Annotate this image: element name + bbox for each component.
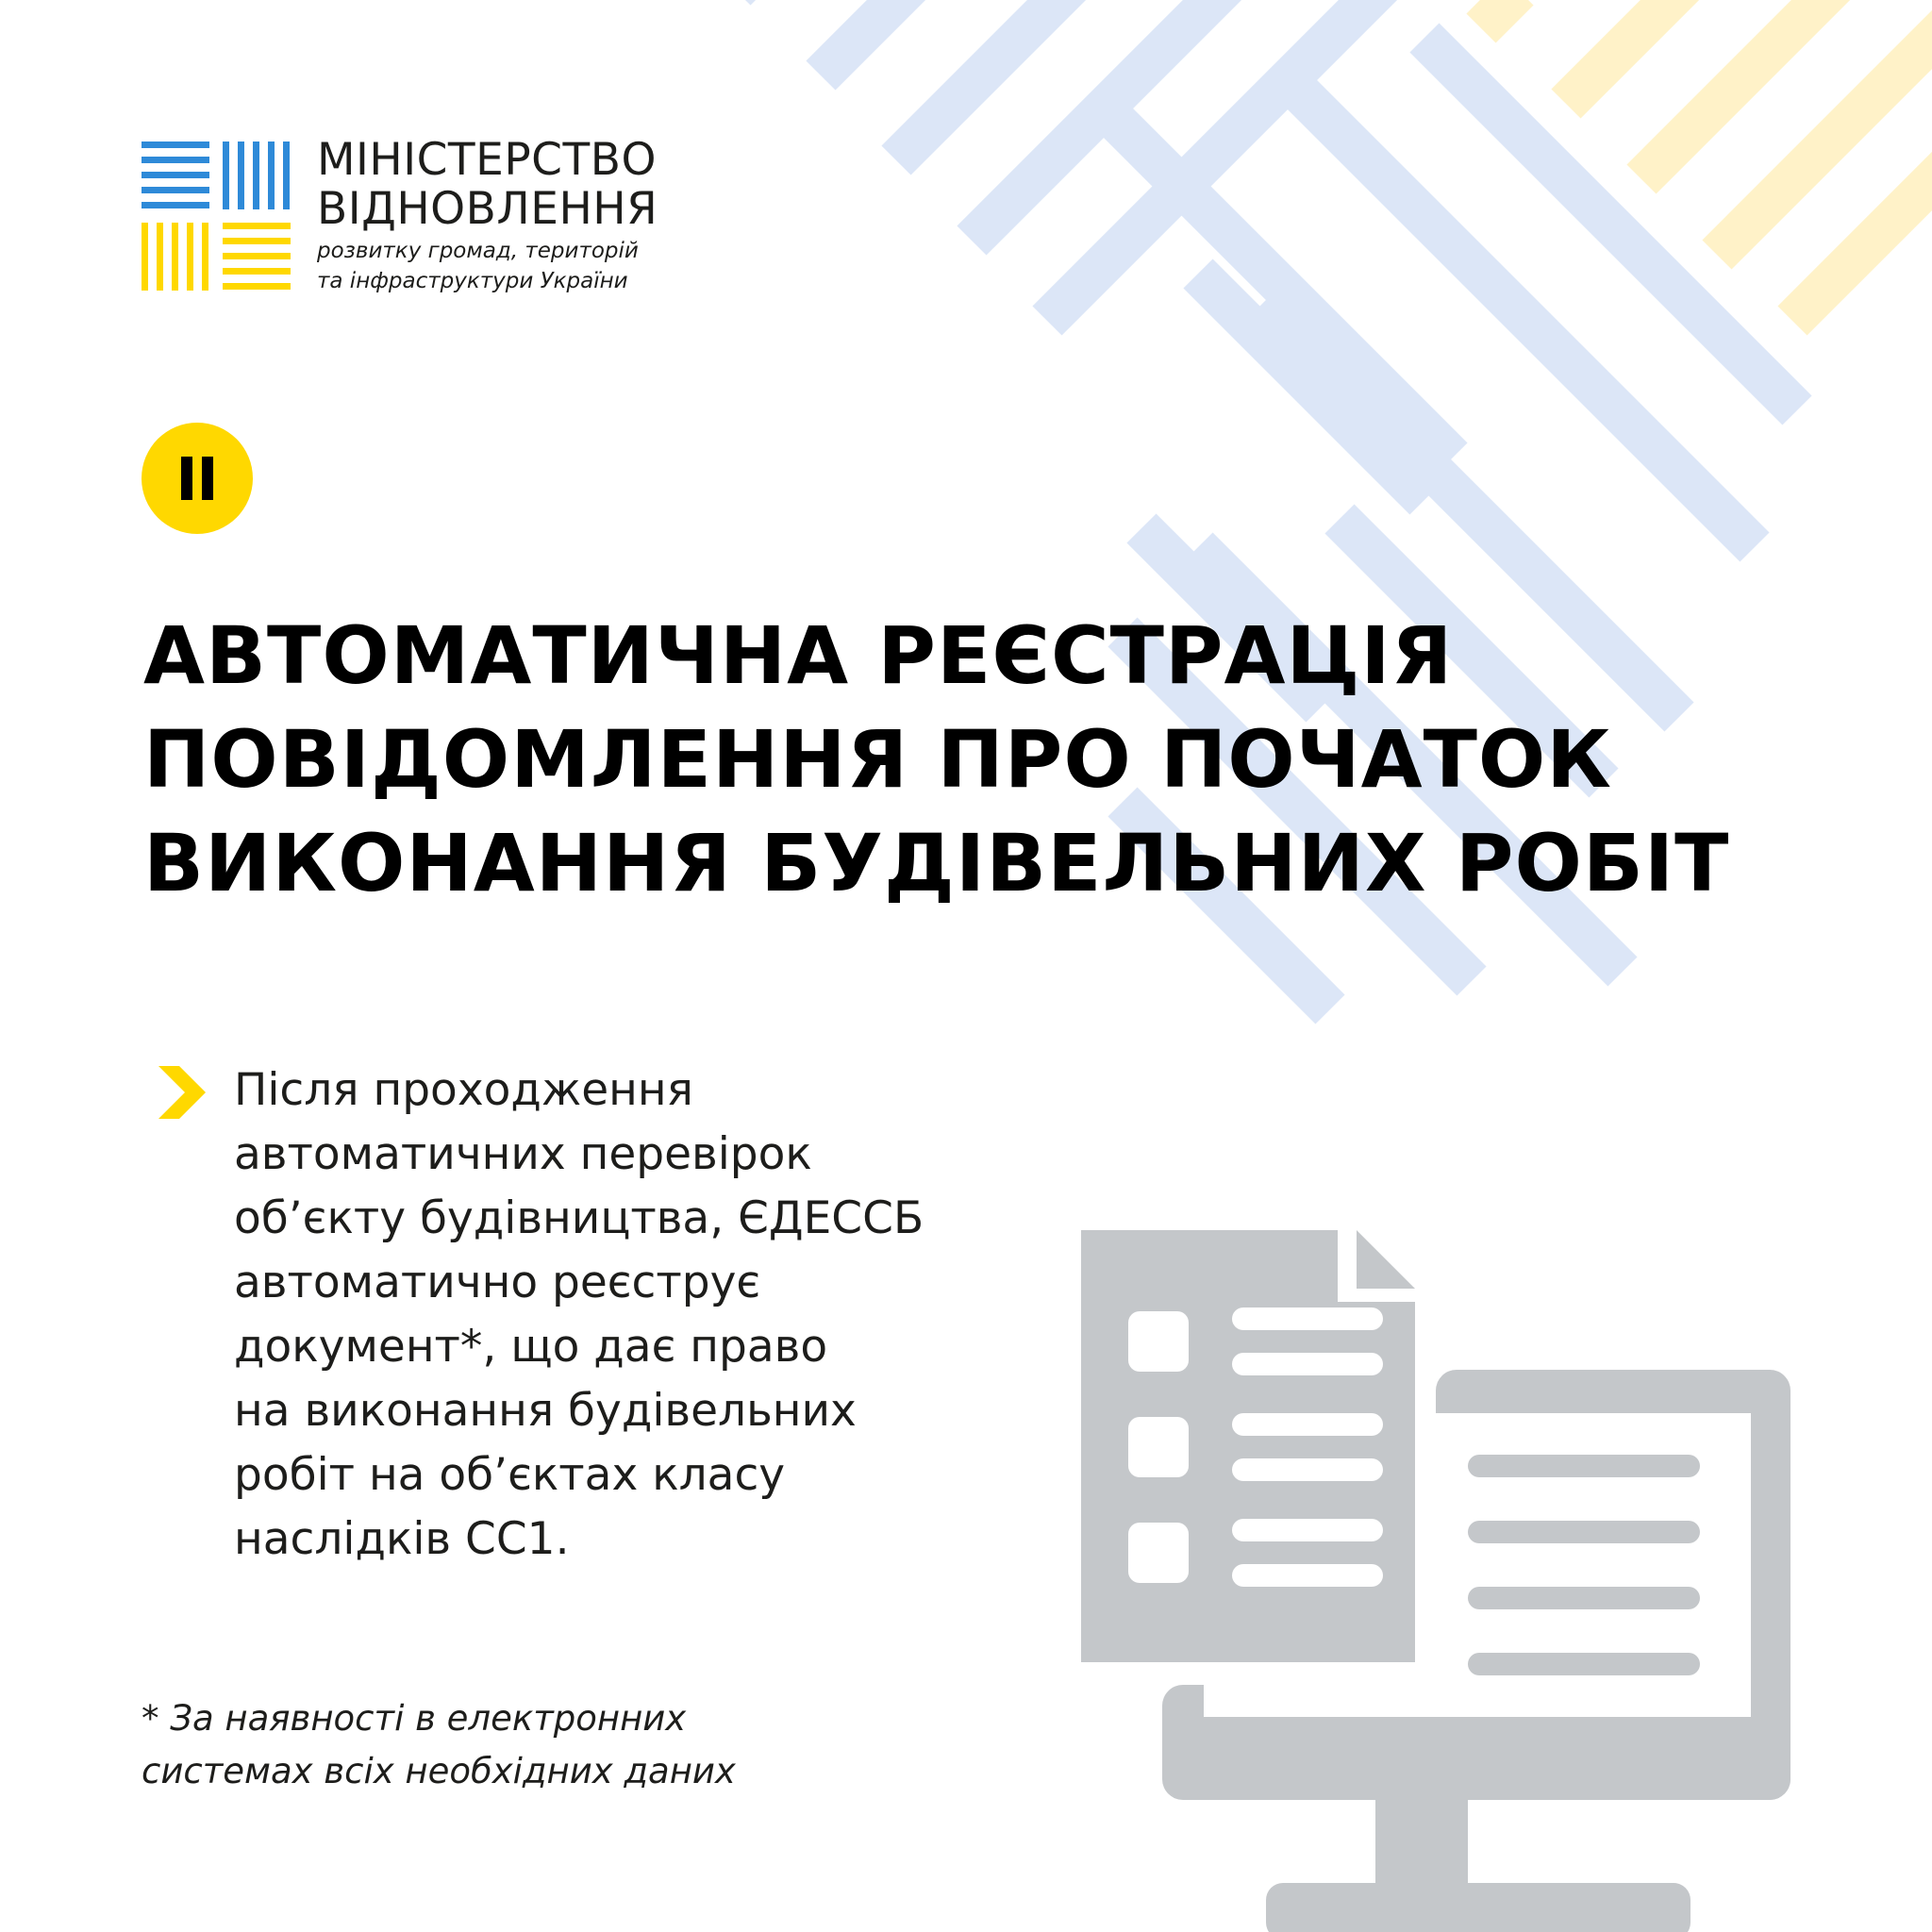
ministry-title-line2: ВІДНОВЛЕННЯ (317, 183, 658, 235)
body-line: об’єкту будівництва, ЄДЕССБ (234, 1192, 924, 1244)
body-line: наслідків СС1. (234, 1513, 570, 1565)
ministry-title-line1: МІНІСТЕРСТВО (317, 134, 657, 186)
body-line: Після проходження (234, 1064, 693, 1116)
footnote (142, 1692, 736, 1798)
footnote-line2: системах всіх необхідних даних (142, 1751, 736, 1791)
body-line: на виконання будівельних (234, 1385, 857, 1437)
title-line1: АВТОМАТИЧНА РЕЄСТРАЦІЯ (143, 609, 1454, 702)
title-line2: ПОВІДОМЛЕННЯ ПРО ПОЧАТОК (143, 713, 1612, 806)
body-line: автоматично реєструє (234, 1257, 761, 1308)
body-line: документ*, що дає право (234, 1321, 828, 1373)
document-monitor-icon (1075, 1226, 1792, 1932)
body-paragraph (234, 1058, 1008, 1572)
footnote-line1: * За наявності в електронних (142, 1698, 687, 1739)
body-line: робіт на об’єктах класу (234, 1449, 786, 1501)
chevron-right-icon (158, 1066, 206, 1119)
ministry-logo-icon (142, 142, 291, 291)
ministry-name (317, 136, 658, 294)
body-line: автоматичних перевірок (234, 1128, 812, 1180)
section-badge (142, 423, 253, 534)
title-line3: ВИКОНАННЯ БУДІВЕЛЬНИХ РОБІТ (143, 817, 1730, 909)
ministry-subtitle-line2: та інфраструктури України (317, 269, 628, 293)
page-title (143, 604, 1729, 915)
ministry-subtitle-line1: розвитку громад, територій (317, 239, 639, 263)
roman-two-icon (176, 457, 218, 500)
